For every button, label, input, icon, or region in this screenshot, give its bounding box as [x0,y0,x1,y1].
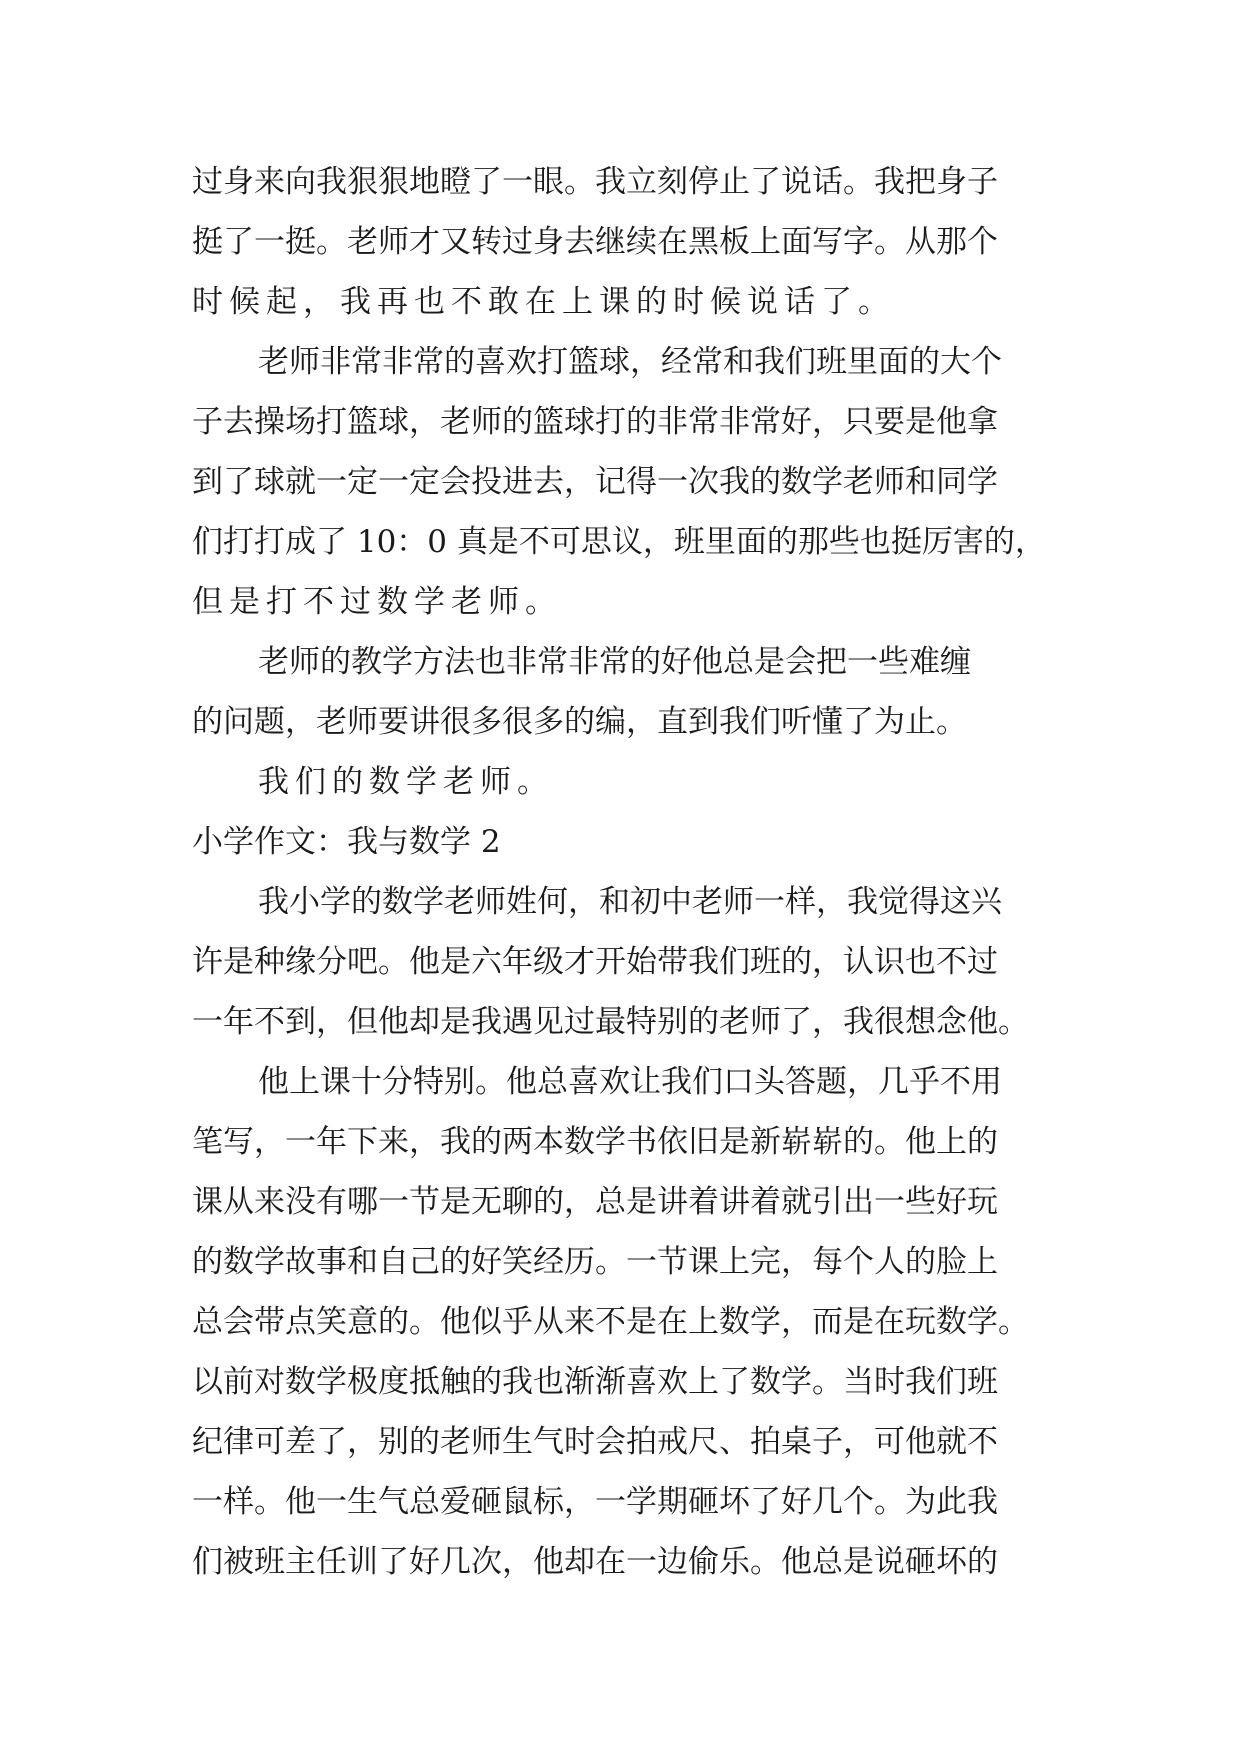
section-heading: 小学作文：我与数学 2 [192,824,501,860]
text-line: 以前对数学极度抵触的我也渐渐喜欢上了数学。当时我们班 [192,1364,998,1400]
text-line: 一样。他一生气总爱砸鼠标，一学期砸坏了好几个。为此我 [192,1484,998,1520]
text-line: 到了球就一定一定会投进去，记得一次我的数学老师和同学 [192,464,998,500]
text-line: 时候起，我再也不敢在上课的时候说话了。 [192,284,895,320]
text-line: 的数学故事和自己的好笑经历。一节课上完，每个人的脸上 [192,1244,998,1280]
text-line: 笔写，一年下来，我的两本数学书依旧是新崭崭的。他上的 [192,1124,998,1160]
text-line: 总会带点笑意的。他似乎从来不是在上数学，而是在玩数学。 [192,1304,1029,1340]
text-line: 我们的数学老师。 [258,764,554,800]
text-line: 过身来向我狠狠地瞪了一眼。我立刻停止了说话。我把身子 [192,164,998,200]
text-line: 们打打成了 10：0 真是不可思议，班里面的那些也挺厉害的， [192,524,1046,560]
text-line: 老师非常非常的喜欢打篮球，经常和我们班里面的大个 [258,344,1002,380]
text-line: 的问题，老师要讲很多很多的编，直到我们听懂了为止。 [192,704,967,740]
text-line: 我小学的数学老师姓何，和初中老师一样，我觉得这兴 [258,884,1002,920]
text-line: 但是打不过数学老师。 [192,584,562,620]
text-line: 们被班主任训了好几次，他却在一边偷乐。他总是说砸坏的 [192,1544,998,1580]
text-line: 老师的教学方法也非常非常的好他总是会把一些难缠 [258,644,971,680]
text-line: 他上课十分特别。他总喜欢让我们口头答题，几乎不用 [258,1064,1002,1100]
body-text [192,152,1060,1592]
text-line: 子去操场打篮球，老师的篮球打的非常非常好，只要是他拿 [192,404,998,440]
text-line: 一年不到，但他却是我遇见过最特别的老师了，我很想念他。 [192,1004,1029,1040]
text-line: 课从来没有哪一节是无聊的，总是讲着讲着就引出一些好玩 [192,1184,998,1220]
text-line: 纪律可差了，别的老师生气时会拍戒尺、拍桌子，可他就不 [192,1424,998,1460]
text-line: 挺了一挺。老师才又转过身去继续在黑板上面写字。从那个 [192,224,998,260]
text-line: 许是种缘分吧。他是六年级才开始带我们班的，认识也不过 [192,944,998,980]
